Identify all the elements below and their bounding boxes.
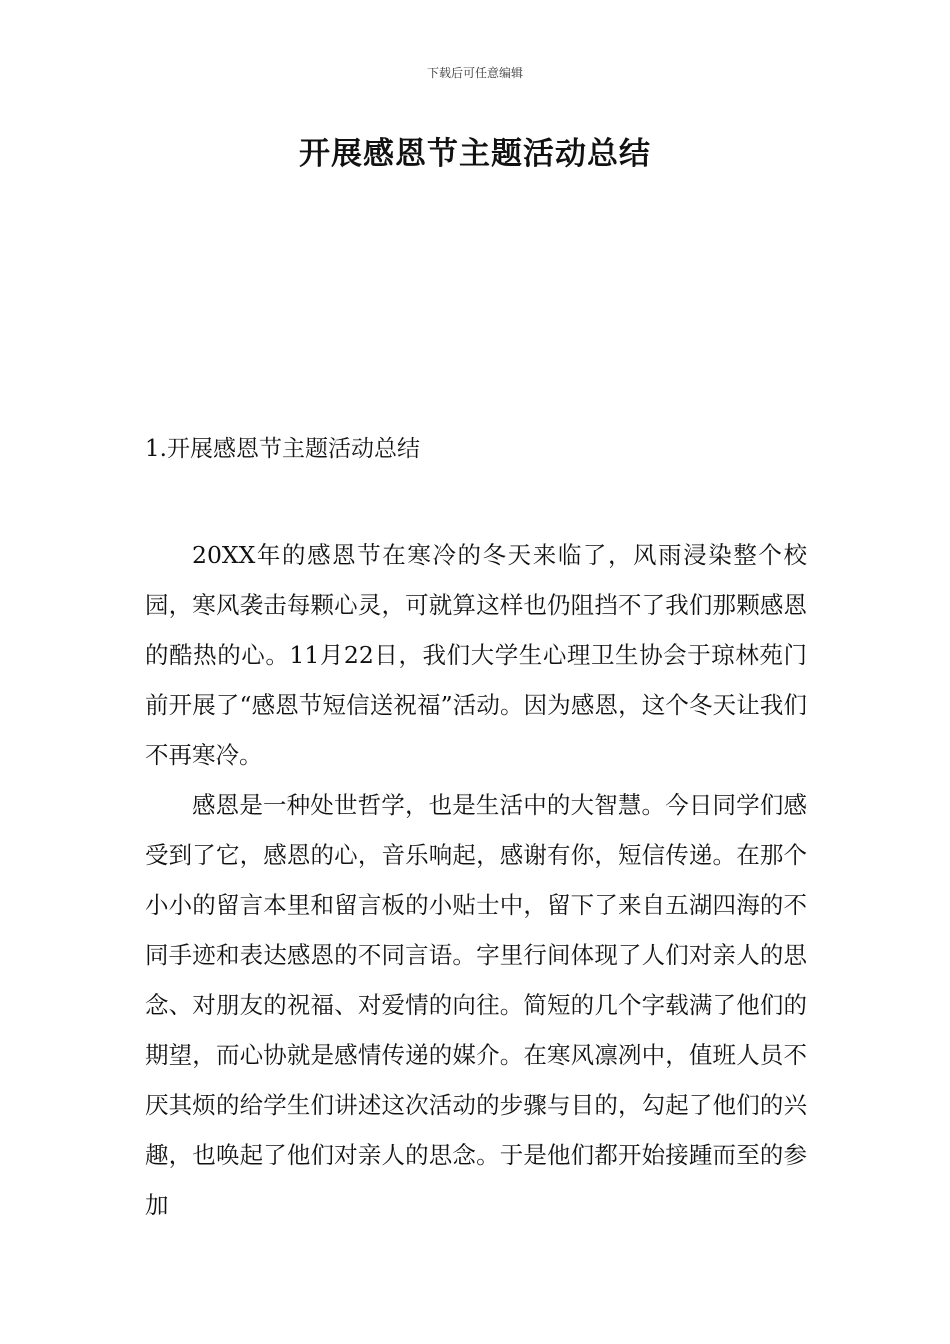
header-note: 下载后可任意编辑 (426, 66, 523, 80)
document-body (145, 530, 807, 1230)
document-title: 开展感恩节主题活动总结 (299, 136, 651, 172)
paragraph-1: 20XX年的感恩节在寒冷的冬天来临了，风雨浸染整个校园，寒风袭击每颗心灵，可就算这样也仍阻挡不了我们那颗感恩的酷热的心。11月22日，我们大学生心理卫生协会于琼林苑门前开展了“感恩节短信送祝福”活动。因为感恩，这个冬天让我们不再寒冷。 (145, 541, 807, 769)
section-heading: 1.开展感恩节主题活动总结 (145, 436, 420, 462)
paragraph-2: 感恩是一种处世哲学，也是生活中的大智慧。今日同学们感受到了它，感恩的心，音乐响起，感谢有你，短信传递。在那个小小的留言本里和留言板的小贴士中，留下了来自五湖四海的不同手迹和表达感恩的不同言语。字里行间体现了人们对亲人的思念、对朋友的祝福、对爱情的向往。简短的几个字载满了他们的期望，而心协就是感情传递的媒介。在寒风凛冽中，值班人员不厌其烦的给学生们讲述这次活动的步骤与目的，勾起了他们的兴趣，也唤起了他们对亲人的思念。于是他们都开始接踵而至的参加 (145, 791, 807, 1219)
